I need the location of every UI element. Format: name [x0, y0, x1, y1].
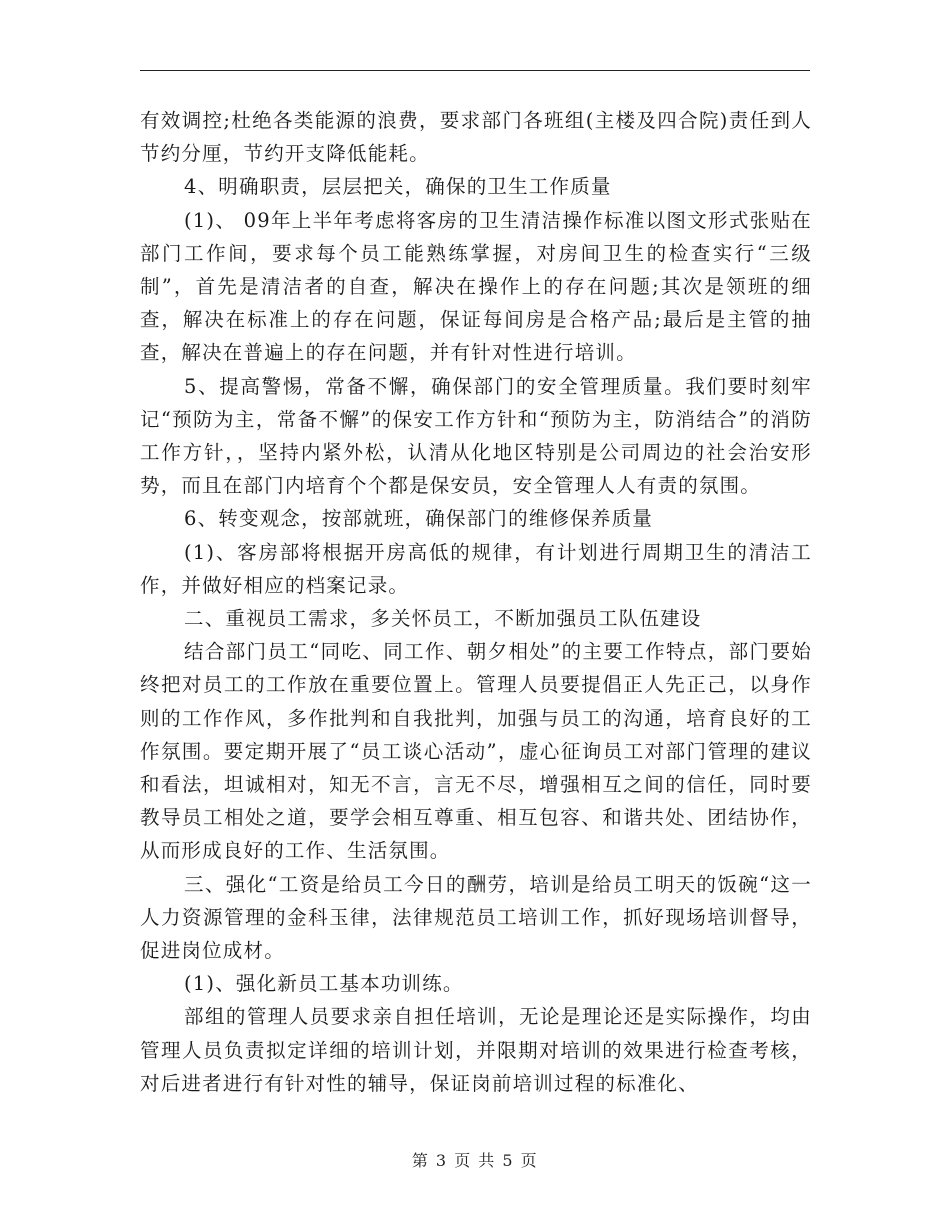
paragraph-1: 有效调控;杜绝各类能源的浪费，要求部门各班组(主楼及四合院)责任到人节约分厘，节约开支降低能耗。	[140, 109, 812, 166]
paragraph-10: (1)、强化新员工基本功训练。	[184, 972, 464, 996]
document-body	[140, 104, 812, 1100]
paragraph-3: (1)、 09年上半年考虑将客房的卫生清洁操作标准以图文形式张贴在部门工作间，要求每个员工能熟练掌握，对房间卫生的检查实行“三级制”，首先是清洁者的自查，解决在操作上的存在问题;其次是领班的细查，解决在标准上的存在问题，保证每间房是合格产品;最后是主管的抽查，解决在普遍上的存在问题，并有针对性进行培训。	[140, 208, 812, 365]
paragraph-11: 部组的管理人员要求亲自担任培训，无论是理论还是实际操作，均由管理人员负责拟定详细的培训计划，并限期对培训的效果进行检查考核，对后进者进行有针对性的辅导，保证岗前培训过程的标准化、	[140, 1005, 812, 1095]
paragraph-4: 5、提高警惕，常备不懈，确保部门的安全管理质量。我们要时刻牢记“预防为主，常备不懈”的保安工作方针和“预防为主，防消结合”的消防工作方针，，坚持内紧外松，认清从化地区特别是公司周边的社会治安形势，而且在部门内培育个个都是保安员，安全管理人人有责的氛围。	[140, 374, 812, 498]
paragraph-6: (1)、客房部将根据开房高低的规律，有计划进行周期卫生的清洁工作，并做好相应的档案记录。	[140, 540, 812, 597]
page-number: 第 3 页 共 5 页	[411, 1151, 539, 1170]
header-rule	[140, 70, 810, 71]
paragraph-7: 二、重视员工需求，多关怀员工，不断加强员工队伍建设	[184, 607, 702, 631]
paragraph-5: 6、转变观念，按部就班，确保部门的维修保养质量	[184, 507, 654, 531]
paragraph-9: 三、强化“工资是给员工今日的酬劳，培训是给员工明天的饭碗“这一人力资源管理的金科玉律，法律规范员工培训工作，抓好现场培训督导，促进岗位成材。	[140, 872, 812, 963]
page-footer	[0, 1148, 950, 1171]
paragraph-2: 4、明确职责，层层把关，确保的卫生工作质量	[184, 175, 612, 199]
paragraph-8: 结合部门员工“同吃、同工作、朝夕相处”的主要工作特点，部门要始终把对员工的工作放在重要位置上。管理人员要提倡正人先正己，以身作则的工作作风，多作批判和自我批判，加强与员工的沟通，培育良好的工作氛围。要定期开展了“员工谈心活动”，虚心征询员工对部门管理的建议和看法，坦诚相对，知无不言，言无不尽，增强相互之间的信任，同时要教导员工相处之道，要学会相互尊重、相互包容、和谐共处、团结协作，从而形成良好的工作、生活氛围。	[140, 640, 812, 863]
